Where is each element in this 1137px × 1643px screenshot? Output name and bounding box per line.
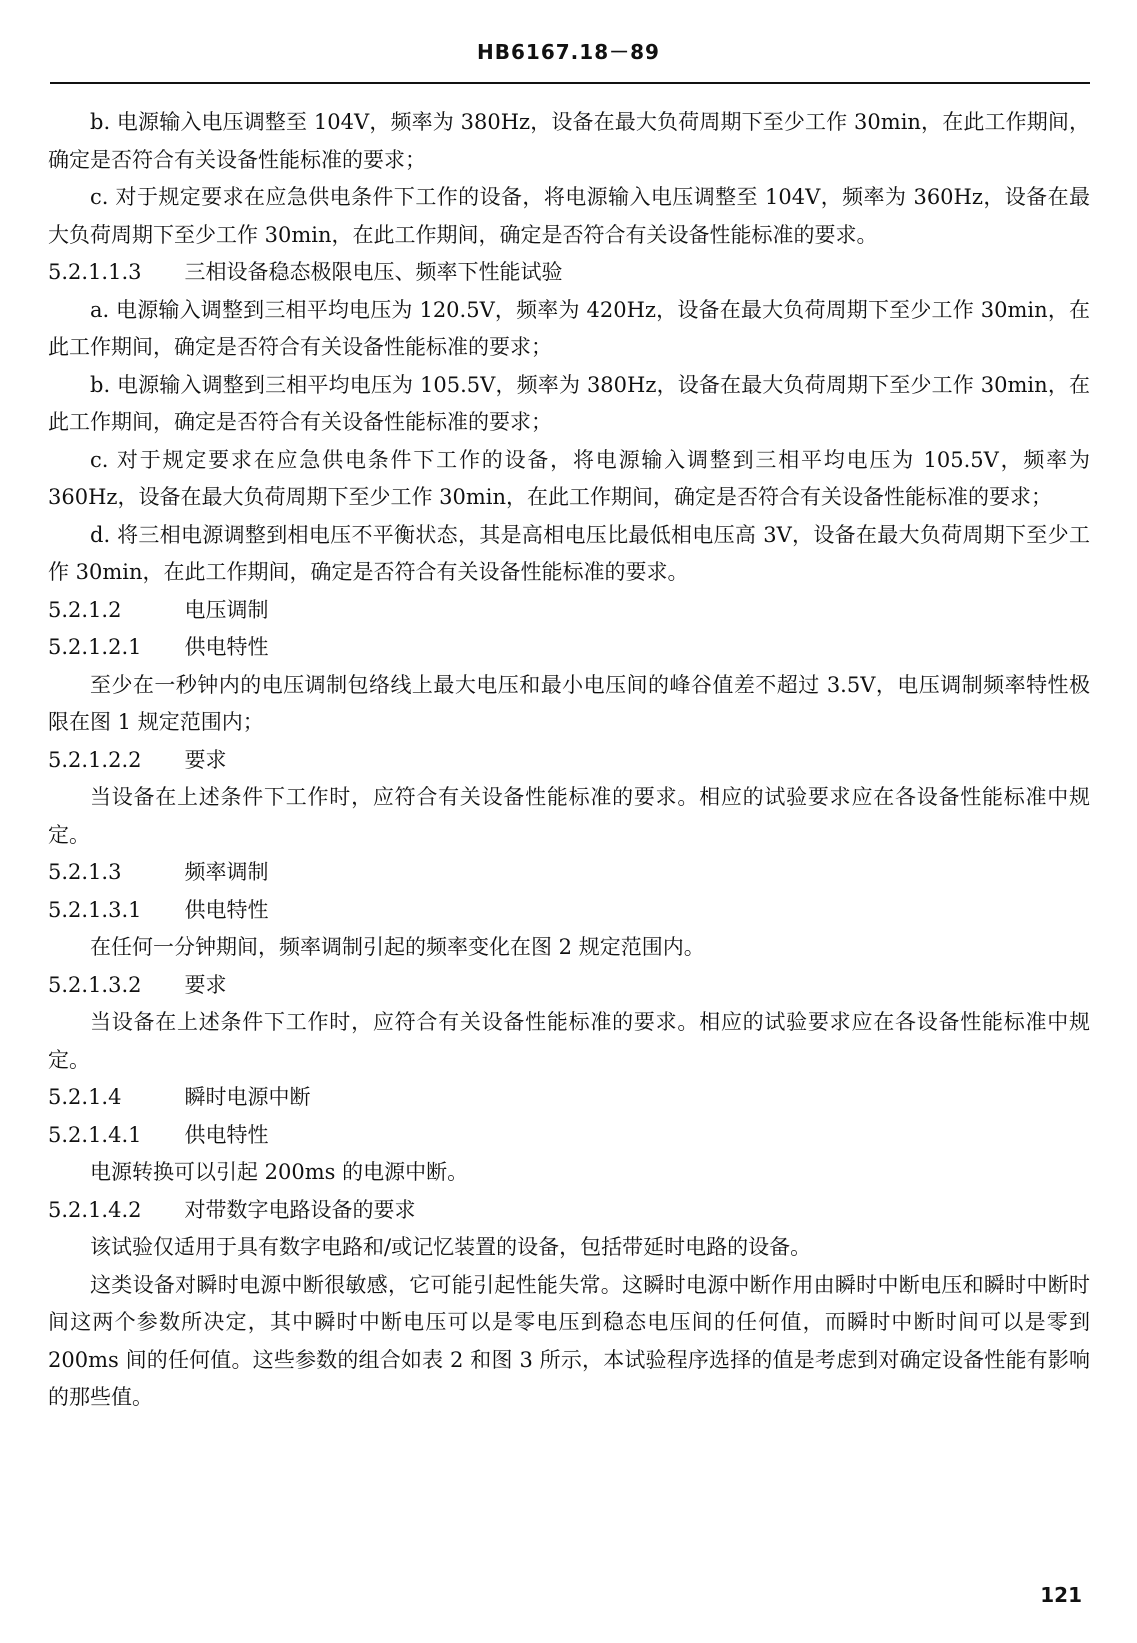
section-number: 5.2.1.3.2 [48, 972, 142, 997]
section-number: 5.2.1.4 [48, 1085, 122, 1109]
body-paragraph: 当设备在上述条件下工作时，应符合有关设备性能标准的要求。相应的试验要求应在各设备性能标准中规定。 [48, 1010, 1090, 1072]
body-paragraph: 电源转换可以引起 200ms 的电源中断。 [90, 1160, 469, 1184]
body-paragraph: 至少在一秒钟内的电压调制包络线上最大电压和最小电压间的峰谷值差不超过 3.5V，电压调制频率特性极限在图 1 规定范围内； [48, 672, 1090, 734]
section-heading [48, 629, 1090, 667]
section-number: 5.2.1.4.1 [48, 1122, 142, 1147]
header-rule [50, 82, 1090, 84]
section-heading [48, 1117, 1090, 1155]
body-paragraph: c. 对于规定要求在应急供电条件下工作的设备，将电源输入电压调整至 104V，频率为 360Hz，设备在最大负荷周期下至少工作 30min，在此工作期间，确定是否符合有关设备性能标准的要求。 [48, 185, 1090, 247]
section-heading [48, 892, 1090, 930]
section-number: 5.2.1.3.1 [48, 897, 142, 922]
body-paragraph: 在任何一分钟期间，频率调制引起的频率变化在图 2 规定范围内。 [90, 935, 705, 959]
body-paragraph: 这类设备对瞬时电源中断很敏感，它可能引起性能失常。这瞬时电源中断作用由瞬时中断电压和瞬时中断时间这两个参数所决定，其中瞬时中断电压可以是零电压到稳态电压间的任何值，而瞬时中断时间可以是零到 200ms 间的任何值。这些参数的组合如表 2 和图 3 所示，本试验程序选择的值是考虑到对确定设备性能有影响的那些值。 [48, 1272, 1090, 1409]
section-heading [48, 254, 1090, 292]
body-paragraph: d. 将三相电源调整到相电压不平衡状态，其是高相电压比最低相电压高 3V，设备在最大负荷周期下至少工作 30min，在此工作期间，确定是否符合有关设备性能标准的要求。 [48, 522, 1090, 584]
section-title: 三相设备稳态极限电压、频率下性能试验 [184, 260, 563, 284]
section-title: 供电特性 [184, 1122, 269, 1147]
section-title: 对带数字电路设备的要求 [184, 1197, 416, 1222]
section-title: 供电特性 [184, 635, 269, 659]
section-title: 供电特性 [184, 897, 269, 922]
section-title: 电压调制 [184, 597, 269, 622]
page-number: 121 [1040, 1583, 1082, 1607]
section-heading [48, 742, 1090, 780]
section-title: 瞬时电源中断 [184, 1085, 311, 1109]
body-paragraph: b. 电源输入电压调整至 104V，频率为 380Hz，设备在最大负荷周期下至少工作 30min，在此工作期间，确定是否符合有关设备性能标准的要求； [48, 110, 1090, 172]
section-number: 5.2.1.2.1 [48, 635, 142, 659]
section-number: 5.2.1.2 [48, 597, 122, 622]
body-paragraph: a. 电源输入调整到三相平均电压为 120.5V，频率为 420Hz，设备在最大负荷周期下至少工作 30min，在此工作期间，确定是否符合有关设备性能标准的要求； [48, 297, 1090, 359]
section-heading [48, 854, 1090, 892]
section-number: 5.2.1.1.3 [48, 260, 142, 284]
page-body [48, 104, 1090, 1417]
body-paragraph: 当设备在上述条件下工作时，应符合有关设备性能标准的要求。相应的试验要求应在各设备性能标准中规定。 [48, 785, 1090, 847]
section-heading [48, 1192, 1090, 1230]
section-heading [48, 967, 1090, 1005]
section-title: 频率调制 [184, 860, 269, 884]
body-paragraph: c. 对于规定要求在应急供电条件下工作的设备，将电源输入调整到三相平均电压为 105.5V，频率为 360Hz，设备在最大负荷周期下至少工作 30min，在此工作期间，确定是否符合有关设备性能标准的要求； [48, 447, 1090, 509]
document-header: HB6167.18－89 [477, 40, 660, 64]
section-title: 要求 [184, 972, 227, 997]
section-number: 5.2.1.4.2 [48, 1197, 142, 1222]
section-heading [48, 592, 1090, 630]
section-number: 5.2.1.3 [48, 860, 122, 884]
section-heading [48, 1079, 1090, 1117]
body-paragraph: 该试验仅适用于具有数字电路和/或记忆装置的设备，包括带延时电路的设备。 [90, 1235, 812, 1259]
body-paragraph: b. 电源输入调整到三相平均电压为 105.5V，频率为 380Hz，设备在最大负荷周期下至少工作 30min，在此工作期间，确定是否符合有关设备性能标准的要求； [48, 372, 1090, 434]
section-number: 5.2.1.2.2 [48, 747, 142, 772]
section-title: 要求 [184, 747, 227, 772]
